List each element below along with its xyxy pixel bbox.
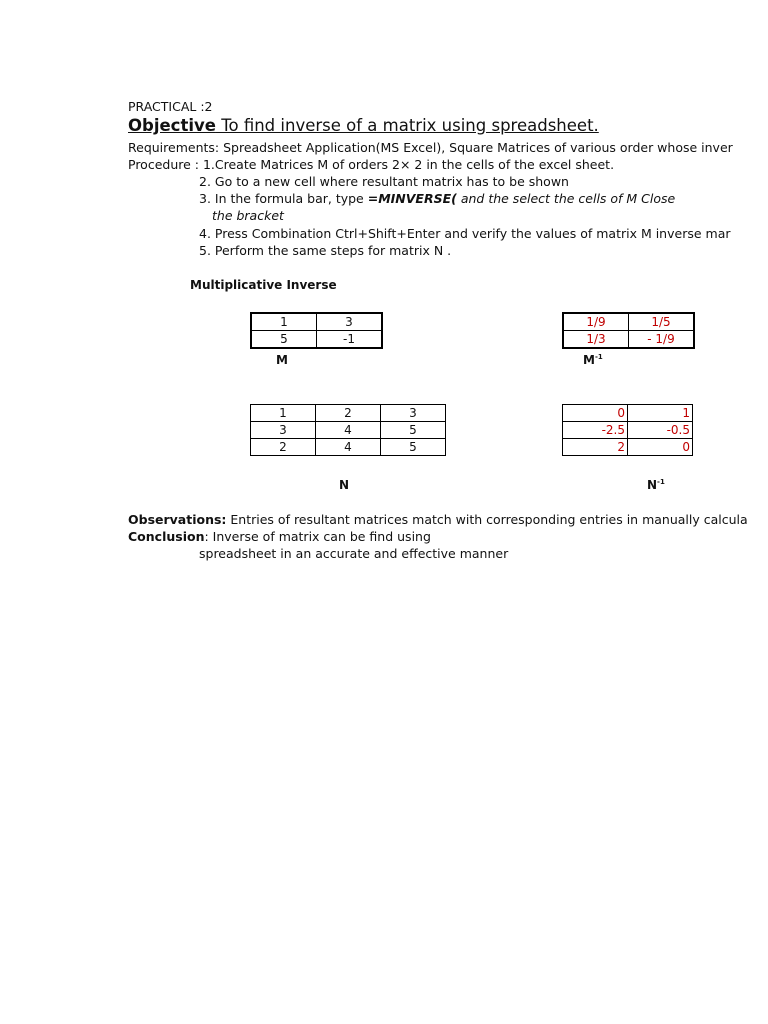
table-row [251,331,382,349]
procedure-step-3-continuation: the bracket [212,208,284,223]
matrix-m-inverse-label [583,352,603,368]
table-cell: 1 [251,405,316,422]
observations-line [128,511,748,528]
table-cell: 3 [317,313,383,331]
table-cell: 5 [381,439,446,456]
matrix-n-inverse-label [647,477,665,493]
table-cell: 2 [251,439,316,456]
label-superscript: -1 [594,353,603,361]
table-cell: 5 [251,331,317,349]
objective-text: To find inverse of a matrix using spreadsheet. [215,116,599,135]
label-base: M [583,353,595,367]
step3-suffix: and the select the cells of M Close [456,191,676,206]
procedure-step-2: 2. Go to a new cell where resultant matrix has to be shown [199,174,569,189]
procedure-step-1: 1.Create Matrices M of orders 2× 2 in the cells of the excel sheet. [202,157,615,172]
table-row [563,331,694,349]
table-cell: -2.5 [563,422,628,439]
table-row [251,405,446,422]
matrix-n-inverse [562,404,693,456]
objective-label: Objective [128,116,216,135]
table-cell: 1/3 [563,331,629,349]
label-base: N [647,478,658,492]
table-cell: - 1/9 [629,331,695,349]
observations-text: Entries of resultant matrices match with corresponding entries in manually calcula [226,512,748,527]
table-row [251,439,446,456]
procedure-step-3 [199,190,675,207]
table-cell: 0 [628,439,693,456]
table-cell: 5 [381,422,446,439]
table-row [251,313,382,331]
table-cell: -1 [317,331,383,349]
matrix-m [250,312,383,349]
practical-number: PRACTICAL :2 [128,99,213,114]
conclusion-continuation: spreadsheet in an accurate and effective manner [199,546,509,561]
matrix-n [250,404,446,456]
table-row [563,313,694,331]
table-cell: 2 [563,439,628,456]
procedure-step-5: 5. Perform the same steps for matrix N . [199,243,452,258]
matrix-n-label: N [339,478,350,492]
step3-formula: =MINVERSE( [367,191,457,206]
step3-prefix: 3. In the formula bar, type [199,191,368,206]
table-row [563,422,693,439]
table-cell: 0 [563,405,628,422]
label-superscript: -1 [657,478,665,486]
conclusion-text: : Inverse of matrix can be find using [204,529,431,544]
matrix-m-inverse [562,312,695,349]
section-title: Multiplicative Inverse [190,278,337,292]
table-cell: 4 [316,439,381,456]
observations-label: Observations: [128,512,227,527]
table-cell: 2 [316,405,381,422]
conclusion-label: Conclusion [128,529,205,544]
table-cell: 1/9 [563,313,629,331]
objective-heading [128,116,599,136]
table-row [563,439,693,456]
procedure-label: Procedure : [128,157,203,172]
table-cell: 1 [628,405,693,422]
table-cell: 3 [251,422,316,439]
procedure-line [128,156,614,173]
procedure-step-4: 4. Press Combination Ctrl+Shift+Enter and verify the values of matrix M inverse mar [199,226,731,241]
table-row [563,405,693,422]
table-cell: 4 [316,422,381,439]
matrix-m-label: M [276,353,288,367]
requirements-line: Requirements: Spreadsheet Application(MS Excel), Square Matrices of various order whose inver [128,140,733,155]
table-cell: 1 [251,313,317,331]
table-cell: 1/5 [629,313,695,331]
table-cell: 3 [381,405,446,422]
table-cell: -0.5 [628,422,693,439]
table-row [251,422,446,439]
conclusion-line [128,528,431,545]
